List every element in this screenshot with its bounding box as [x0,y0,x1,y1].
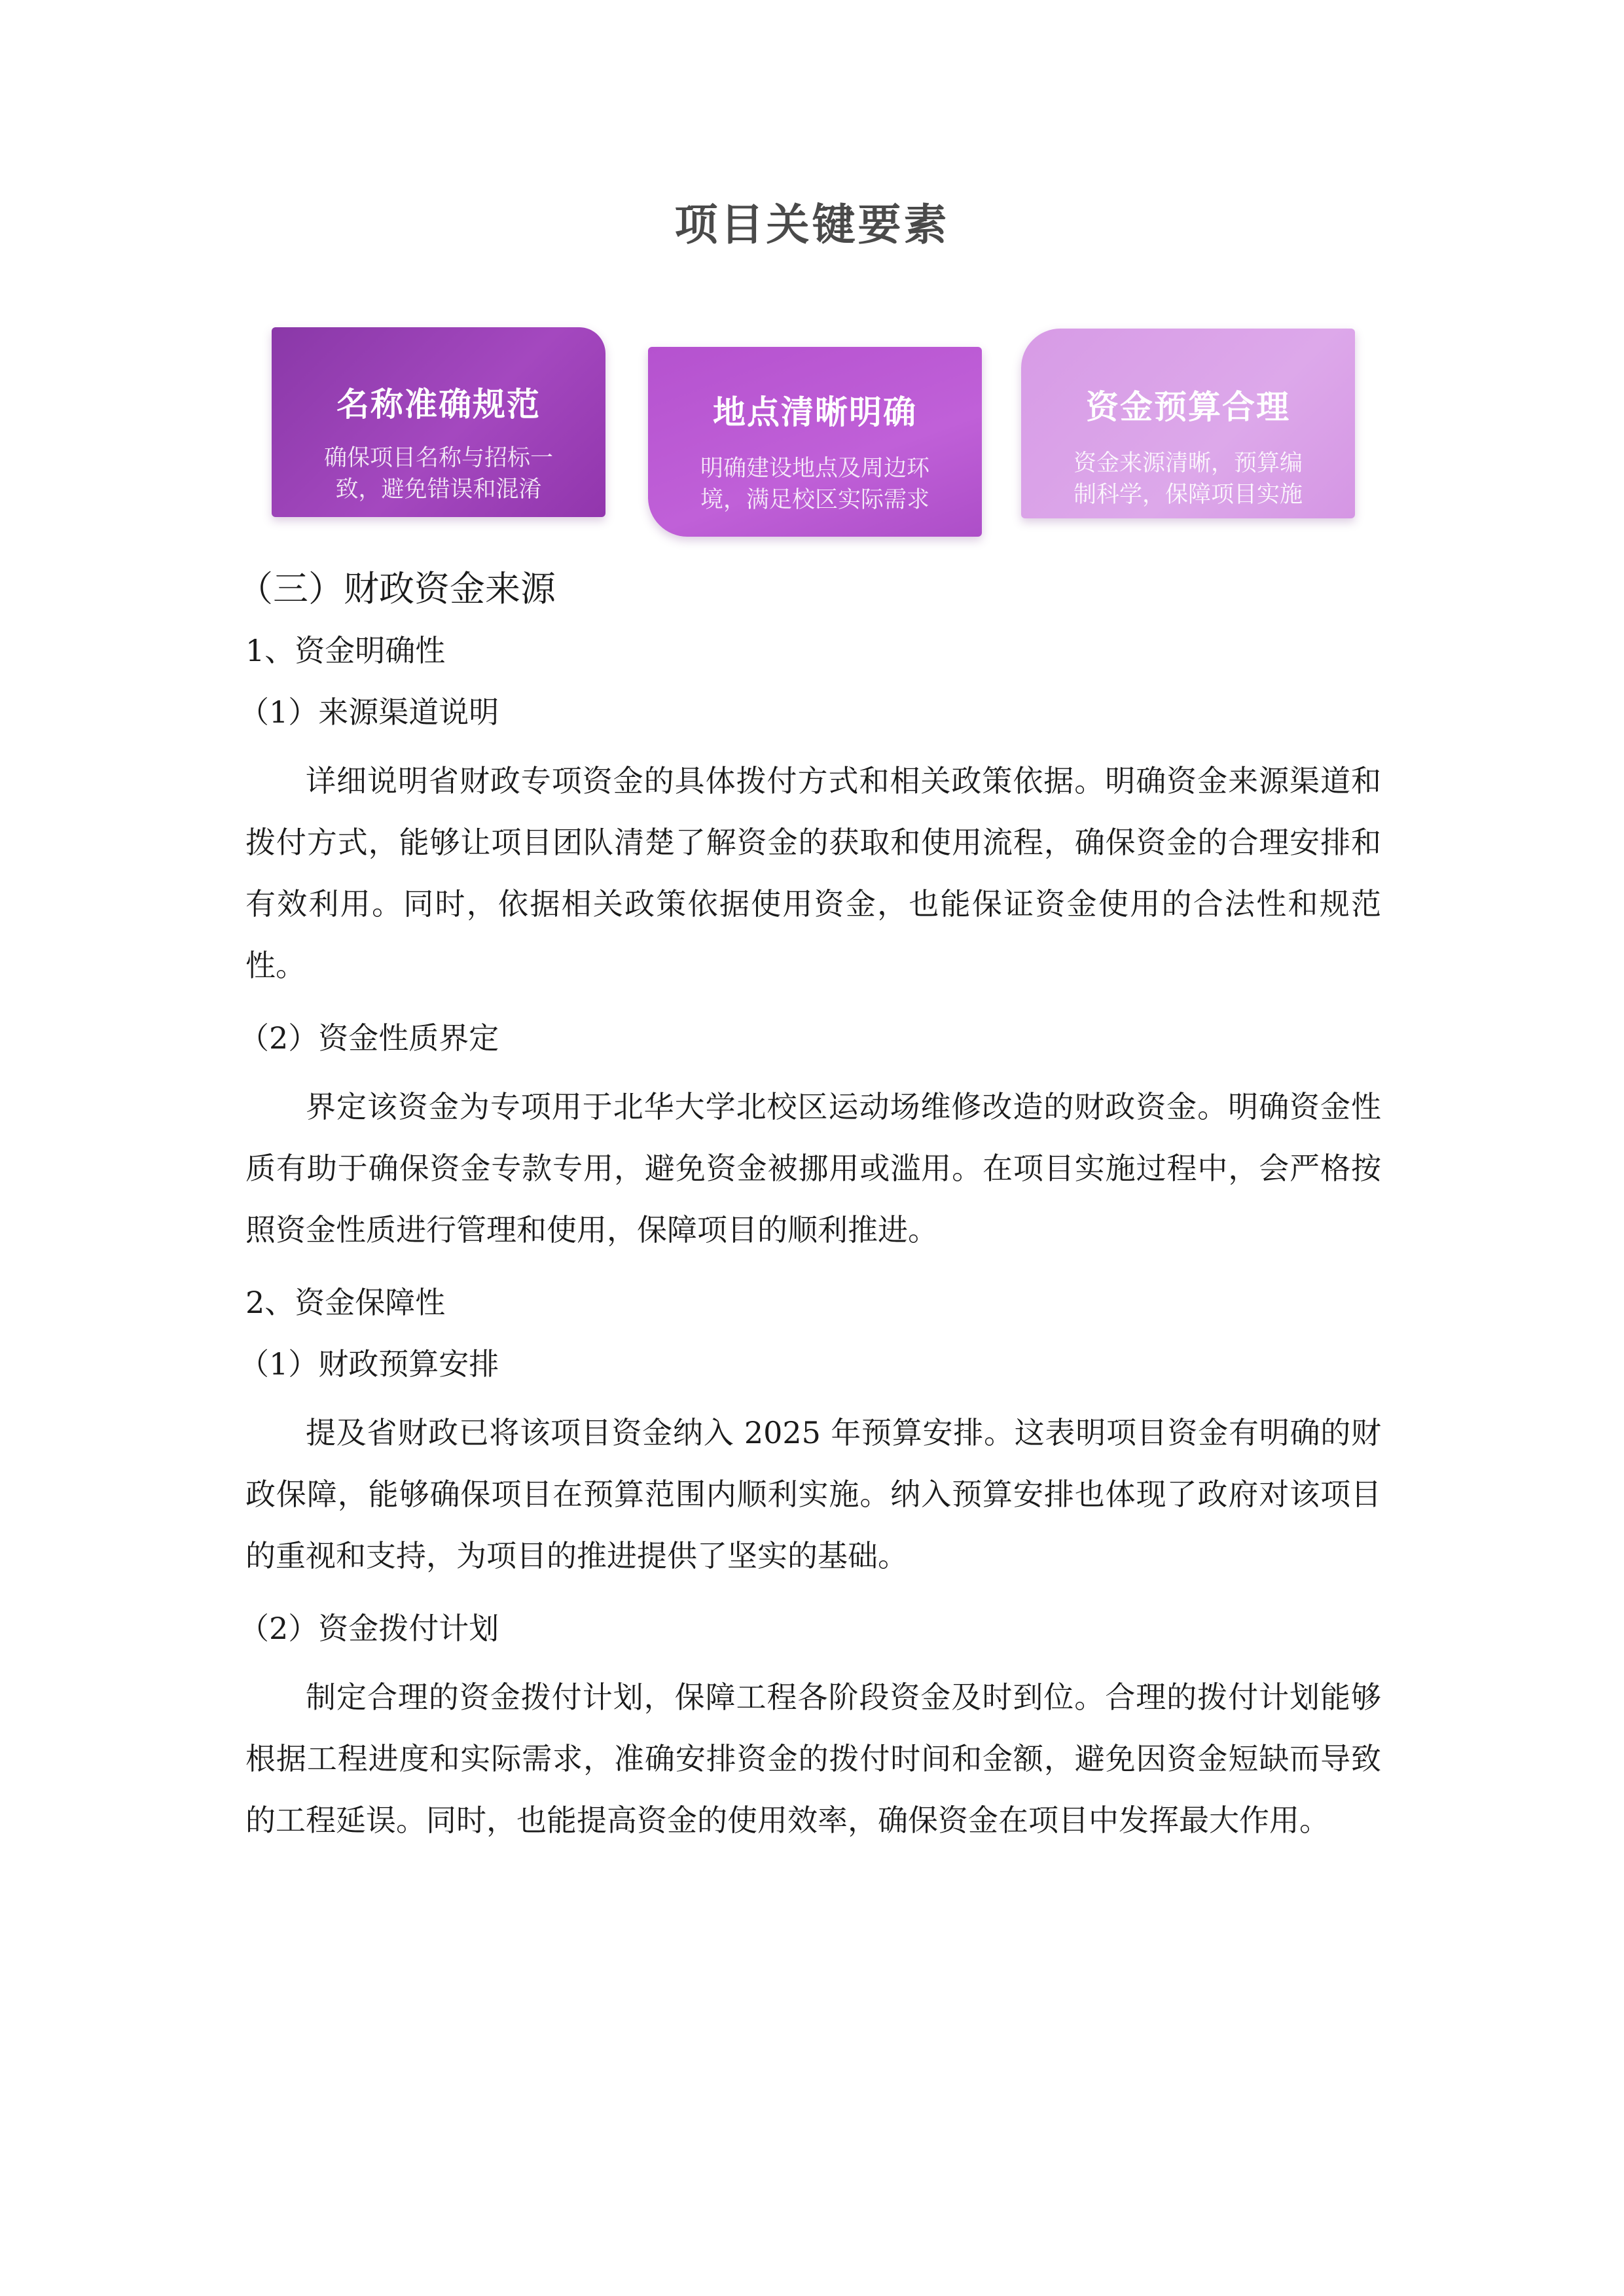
card-title: 名称准确规范 [336,386,541,423]
card-description: 确保项目名称与招标一 致，避免错误和混淆 [323,445,553,503]
heading-level2: （2）资金性质界定 [239,1020,499,1056]
card-location-clarity [648,347,982,537]
figure-title: 项目关键要素 [674,200,950,250]
key-elements-cards [0,321,1624,543]
heading-level2: （2）资金拨付计划 [239,1611,499,1646]
paragraph: 界定该资金为专项用于北华大学北校区运动场维修改造的财政资金。明确资金性质有助于确保资金专款专用，避免资金被挪用或滥用。在项目实施过程中，会严格按照资金性质进行管理和使用，保障项目的顺利推进。 [245,1089,1381,1247]
heading-level1: 2、资金保障性 [245,1285,446,1320]
card-title: 地点清晰明确 [713,393,917,431]
card-description: 明确建设地点及周边环 境，满足校区实际需求 [700,456,929,513]
heading-level1: 1、资金明确性 [245,633,446,668]
paragraph: 详细说明省财政专项资金的具体拨付方式和相关政策依据。明确资金来源渠道和拨付方式，能够让项目团队清楚了解资金的获取和使用流程，确保资金的合理安排和有效利用。同时，依据相关政策依据使用资金，也能保证资金使用的合法性和规范性。 [245,763,1381,983]
card-budget-reasonable [1021,329,1355,518]
card-name-accuracy [272,327,605,517]
section-heading: （三）财政资金来源 [238,568,556,609]
card-description: 资金来源清晰，预算编 制科学，保障项目实施 [1073,450,1303,508]
paragraph: 制定合理的资金拨付计划，保障工程各阶段资金及时到位。合理的拨付计划能够根据工程进度和实际需求，准确安排资金的拨付时间和金额，避免因资金短缺而导致的工程延误。同时，也能提高资金的使用效率，确保资金在项目中发挥最大作用。 [245,1679,1381,1838]
heading-level2: （1）来源渠道说明 [239,694,499,730]
document-body [238,563,1381,1869]
paragraph: 提及省财政已将该项目资金纳入 2025 年预算安排。这表明项目资金有明确的财政保障，能够确保项目在预算范围内顺利实施。纳入预算安排也体现了政府对该项目的重视和支持，为项目的推进提供了坚实的基础。 [245,1415,1381,1573]
card-title: 资金预算合理 [1086,388,1290,426]
heading-level2: （1）财政预算安排 [239,1346,499,1382]
